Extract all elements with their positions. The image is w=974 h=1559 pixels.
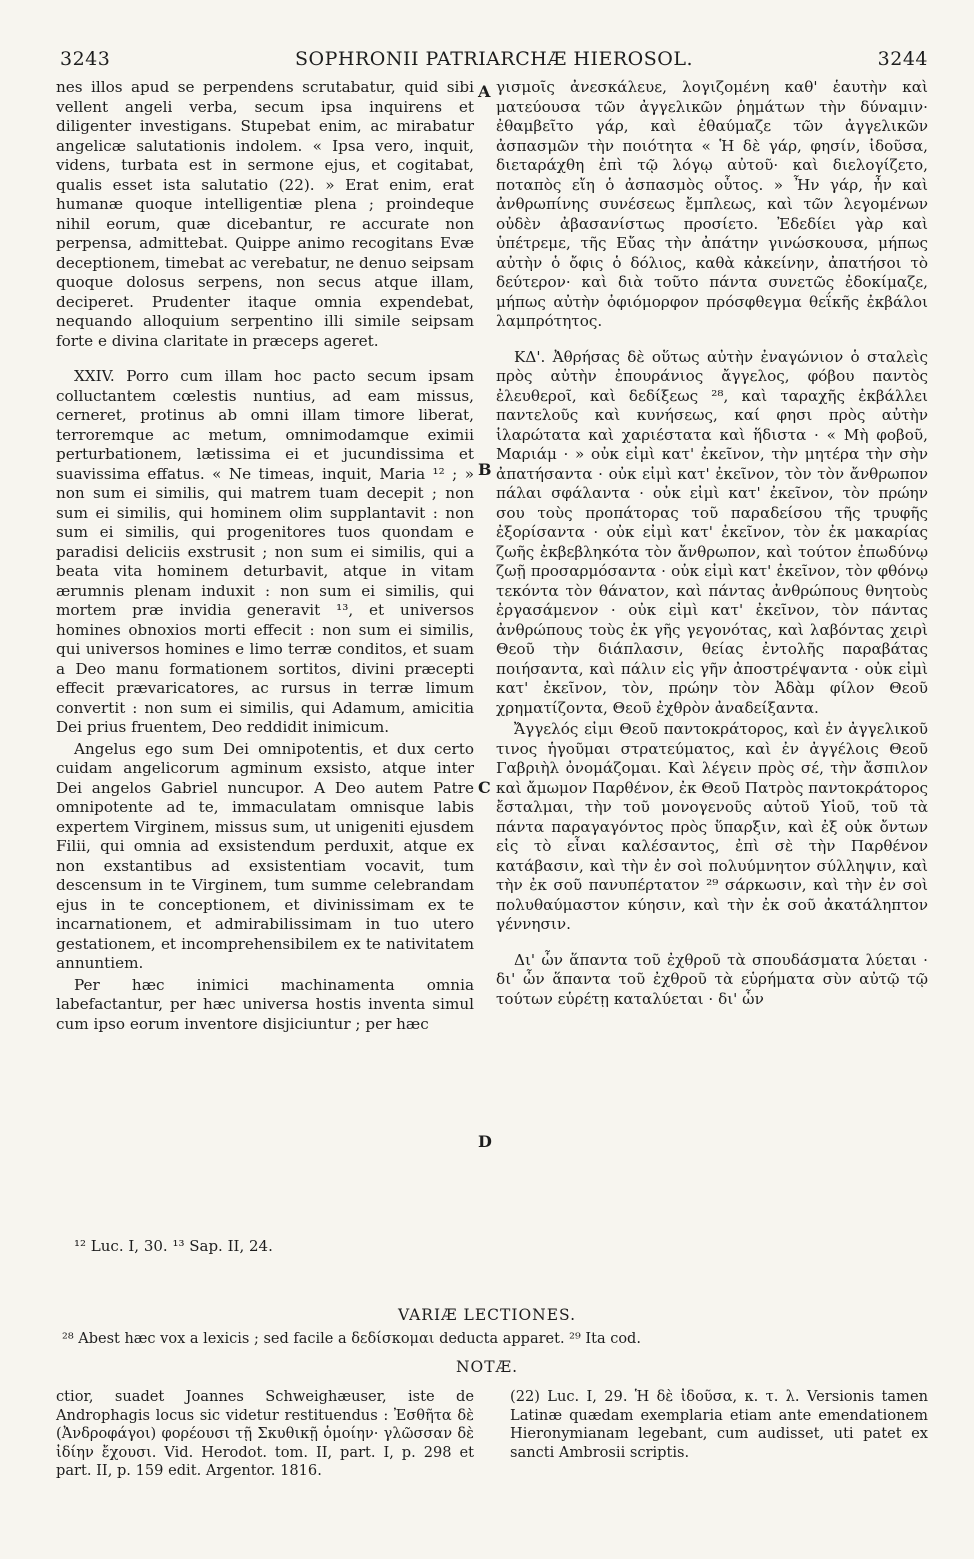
right-page-number: 3244	[877, 48, 928, 70]
greek-paragraph: ΚΔ'. Ἀθρήσας δὲ οὕτως αὐτὴν ἐναγώνιον ὁ σταλεὶς πρὸς αὐτὴν ἐπουράνιος ἄγγελος, φόβου παντὸς ἐλευθεροῖ, καὶ δεδίξεως ²⁸, καὶ ταραχῆς ἐκβάλλει παντελοῦς καὶ κυνήσεως, καί φησι πρὸς αὐτὴν ἱλαρώτατα καὶ χαριέστατα καὶ ἥδιστα · « Μὴ φοβοῦ, Μαριάμ · » οὐκ εἰμὶ κατ' ἐκεῖνον, τὴν μητέρα τὴν σὴν ἀπατήσαντα · οὐκ εἰμὶ κατ' ἐκεῖνον, τὸν τὸν ἄνθρωπον πάλαι σφάλαντα · οὐκ εἰμὶ κατ' ἐκεῖνον, τὸν πρώην σου τοὺς προπάτορας τοῦ παραδείσου τῆς τρυφῆς ἐξορίσαντα · οὐκ εἰμὶ κατ' ἐκεῖνον, τὸν ἐκ μακαρίας ζωῆς ἐκβεβληκότα τὸν ἄνθρωπον, καὶ τούτον ἐπωδύνῳ ζωῇ προσαρμόσαντα · οὐκ εἰμὶ κατ' ἐκεῖνον, τὸν φθόνῳ τεκόντα τὸν θάνατον, καὶ πάντας ἀνθρώπους θνητοὺς ἐργασάμενον · οὐκ εἰμὶ κατ' ἐκεῖνον, τὸν πάντας ἀνθρώπους τοὺς ἐκ γῆς γεγονότας, καὶ λαβόντας χειρὶ Θεοῦ τὴν διάπλασιν, θείας ἐντολῆς παραβάτας ποιήσαντα, καὶ πάλιν εἰς γῆν ἀποστρέψαντα · οὐκ εἰμὶ κατ' ἐκεῖνον, τὸν, πρώην τὸν Ἀδὰμ φίλον Θεοῦ χρηματίζοντα, Θεοῦ ἐχθρὸν ἀναδείξαντα.	[496, 347, 928, 717]
latin-paragraph: Angelus ego sum Dei omnipotentis, et dux certo cuidam angelicorum agminum exsisto, atque inter Dei angelos Gabriel nuncupor. A Deo autem Patre omnipotente ad te, immaculatam omnisque labis expertem Virginem, missus sum, ut unigeniti ejusdem Filii, qui omnia ad exsistendum perduxit, atque ex non exstantibus ad exsistentiam vocavit, tum descensum in te Virginem, tum summe celebrandam ejus in te conceptionem, et divinissimam ex te incarnationem, et admirabilissimam in tuo utero gestationem, et incomprehensibilem ex te nativitatem annuntiem.	[56, 739, 474, 972]
greek-paragraph: Ἄγγελός εἰμι Θεοῦ παντοκράτορος, καὶ ἐν ἀγγελικοῦ τινος ἡγοῦμαι στρατεύματος, καὶ ἐν ἀγγέλοις Θεοῦ Γαβριὴλ ὀνομάζομαι. Καὶ λέγειν πρὸς σέ, τὴν ἄσπιλον καὶ ἄμωμον Παρθένον, ἐκ Θεοῦ Πατρὸς παντοκράτορος ἔσταλμαι, τὴν τοῦ μονογενοῦς αὐτοῦ Υἱοῦ, τοῦ τὰ πάντα παραγαγόντος πρὸς ὕπαρξιν, καὶ ἐξ οὐκ ὄντων εἰς τὸ εἶναι καλέσαντος, ἐπὶ σὲ τὴν Παρθένον κατάβασιν, καὶ τὴν ἐν σοὶ πολυύμνητον σύλληψιν, καὶ τὴν ἐκ σοῦ πανυπέρτατον ²⁹ σάρκωσιν, καὶ τὴν ἐν σοὶ πολυθαύμαστον κύησιν, καὶ τὴν ἐκ σοῦ ἀκατάληπτον γέννησιν.	[496, 720, 928, 933]
notae-right-column	[510, 1388, 928, 1462]
footnotes: ¹² Luc. I, 30. ¹³ Sap. II, 24.	[74, 1237, 273, 1255]
left-page-number: 3243	[60, 48, 111, 70]
page-header	[60, 48, 928, 76]
greek-paragraph: Δι' ὧν ἅπαντα τοῦ ἐχθροῦ τὰ σπουδάσματα λύεται · δι' ὧν ἅπαντα τοῦ ἐχθροῦ τὰ εὑρήματα σὺν αὐτῷ τῷ τούτων εὑρέτῃ καταλύεται · δι' ὧν	[496, 950, 928, 1008]
variae-lectiones-text: ²⁸ Abest hæc vox a lexicis ; sed facile a δεδίσκομαι deducta apparet. ²⁹ Ita cod.	[62, 1331, 641, 1347]
notae-left-column	[56, 1388, 474, 1481]
notae-right-text: (22) Luc. I, 29. Ἡ δὲ ἰδοῦσα, κ. τ. λ. Versionis tamen Latinæ quædam exemplaria etiam ante emendationem Hieronymianam legebant, cum audisset, uti patet ex sancti Ambrosii scriptis.	[510, 1388, 928, 1461]
variae-lectiones-title: VARIÆ LECTIONES.	[397, 1306, 577, 1324]
margin-letter-c: C	[478, 778, 491, 797]
greek-column	[496, 78, 928, 1011]
latin-column	[56, 78, 474, 1036]
greek-paragraph: γισμοῖς ἀνεσκάλευε, λογιζομένη καθ' ἑαυτὴν καὶ ματεύουσα τῶν ἀγγελικῶν ῥημάτων τὴν δύναμιν· ἐθαμβεῖτο γάρ, καὶ ἐθαύμαζε τῶν ἀγγελικῶν ἀσπασμῶν τὴν ποιότητα « Ἡ δὲ γάρ, φησίν, ἰδοῦσα, διεταράχθη ἐπὶ τῷ λόγῳ αὐτοῦ· καὶ διελογίζετο, ποταπὸς εἴη ὁ ἀσπασμὸς οὗτος. » Ἦν γάρ, ἦν καὶ ἀνθρωπίνης συνέσεως ἔμπλεως, καὶ τῶν λεγομένων οὐδὲν ἀβασανίστως προσίετο. Ἐδεδίει γὰρ καὶ ὑπέτρεμε, τῆς Εὔας τὴν ἀπάτην γινώσκουσα, μήπως αὐτὴν ὁ ὄφις ὁ δόλιος, καθὰ κἀκείνην, ἀπατήσοι τὸ δεύτερον· καὶ διὰ τοῦτο πάντα συνετῶς ἐδοκίμαζε, μήπως αὐτὴν ὀφιόμορφον πρόσφθεγμα θεΐκῆς ἐκβάλοι λαμπρότητος.	[496, 78, 928, 330]
margin-letter-a: A	[478, 82, 491, 101]
margin-letter-d: D	[478, 1132, 492, 1151]
latin-paragraph: Per hæc inimici machinamenta omnia labefactantur, per hæc universa hostis inventa simul cum ipso eorum inventore disjiciuntur ; per hæc	[56, 975, 474, 1033]
notae-title: NOTÆ.	[455, 1358, 519, 1376]
latin-paragraph: XXIV. Porro cum illam hoc pacto secum ipsam colluctantem cœlestis nuntius, ad eam missus, cerneret, protinus ab omni illam timore liberat, terroremque ac metum, omnimodamque eximii perturbationem, lætissima ei et jucundissima et suavissima effatus. « Ne timeas, inquit, Maria ¹² ; » non sum ei similis, qui matrem tuam decepit ; non sum ei similis, qui hominem olim supplantavit : non sum ei similis, qui progenitores tuos quondam e paradisi deliciis exstrusit ; non sum ei similis, qui a beata vita hominem deturbavit, atque in vitam ærumnis plenam induxit : non sum ei similis, qui mortem præ invidia generavit ¹³, et universos homines obnoxios morti effecit : non sum ei similis, qui universos homines e limo terræ conditos, et suam a Deo manu formationem sortitos, divini præcepti effecit prævaricatores, ac rursus in terræ limum convertit : non sum ei similis, qui Adamum, amicitia Dei prius fruentem, Deo reddidit inimicum.	[56, 367, 474, 736]
margin-letter-b: B	[478, 460, 492, 479]
running-title: SOPHRONII PATRIARCHÆ HIEROSOL.	[295, 48, 693, 70]
latin-paragraph: nes illos apud se perpendens scrutabatur, quid sibi vellent angeli verba, secum ipsa inquirens et diligenter investigans. Stupebat enim, ac mirabatur angelicæ salutationis indolem. « Ipsa vero, inquit, videns, turbata est in sermone ejus, et cogitabat, qualis esset ista salutatio (22). » Erat enim, erat humanæ quoque intelligentiæ plena ; proindeque nihil eorum, quæ dicebantur, re accurate non perpensa, admittebat. Quippe animo recogitans Evæ deceptionem, timebat ac verebatur, ne denuo seipsam quoque dolosus serpens, non secus atque illam, deciperet. Prudenter itaque omnia expendebat, nequando alloquium serpentino illi simile seipsam forte e divina claritate in præceps ageret.	[56, 78, 474, 350]
notae-left-text: ctior, suadet Joannes Schweighæuser, iste de Androphagis locus sic videtur restituendus : Ἐσθῆτα δὲ (Ἀνδροφάγοι) φορέουσι τῇ Σκυθικῇ ὁμοίην· γλῶσσαν δὲ ἰδίην ἔχουσι. Vid. Herodot. tom. II, part. I, p. 298 et part. II, p. 159 edit. Argentor. 1816.	[56, 1388, 474, 1479]
